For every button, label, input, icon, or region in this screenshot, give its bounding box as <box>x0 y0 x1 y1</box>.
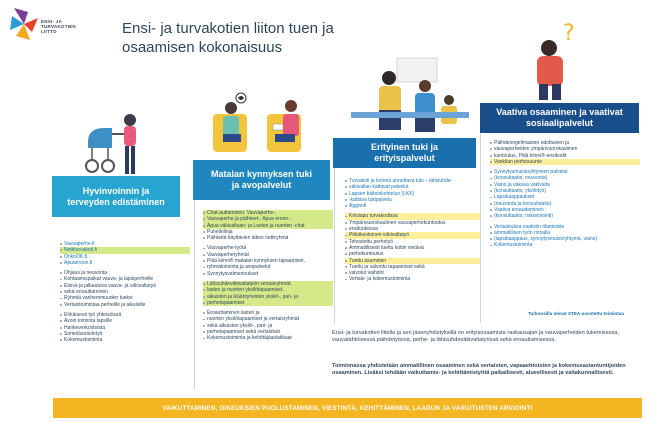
bottom-banner <box>53 398 642 418</box>
list-item: nuorten yksilötapaamiset ja vertaisryhmät <box>203 316 333 322</box>
family-illustration-icon <box>345 52 475 138</box>
list-item: ensikodeissa <box>345 226 480 232</box>
logo-line-2: TURVAKOTIEN <box>41 24 76 30</box>
list-item: (konsultaatio, yksilötyö) <box>490 188 640 194</box>
list-item: Vaino ja vakava väkivalta <box>490 182 640 188</box>
list-item: (lapsikaappaus, synnytysmuistoyhtymä, vaino) <box>490 236 640 242</box>
logo <box>8 4 98 48</box>
list-item: Synnytysvalmennukset <box>203 271 333 277</box>
stroller-illustration-icon <box>78 112 148 178</box>
step-4-header <box>480 103 639 133</box>
list-item: Puhelinlinja <box>203 229 333 235</box>
list-item: Vauvaperhe-työtä <box>203 245 333 251</box>
list-item: lasten ja nuorten yksilötapaamiset, <box>203 287 333 293</box>
list-item: Kohtaamispaikat vauva- ja lapsiperheille <box>60 276 190 282</box>
list-item: Pitkäkestoinen väkivaltatyö <box>345 232 480 238</box>
svg-text:?: ? <box>563 21 575 46</box>
question-person-illustration-icon <box>515 18 585 102</box>
list-item[interactable]: Vauvaperhe.fi <box>60 241 190 247</box>
list-item: Kriisiapu turvakodissa <box>345 213 480 219</box>
list-item: perhekuntoutus <box>345 251 480 257</box>
list-item: Vauvaperhe ja päihteet-, Apua eroon-, <box>203 216 333 222</box>
list-item: kuntoutus, Pidä kiinni®-ensikodit <box>490 153 640 159</box>
list-item: Päihdeongelmaisten odottavien ja <box>490 140 640 146</box>
list-item: Tuettu ja valvottu tapaamiset sekä <box>345 264 480 270</box>
list-item: Vankilan perhesuunto <box>490 159 640 165</box>
list-item: Eroauttaminen lasten ja <box>203 310 333 316</box>
list-item: Vertaistoimintaa perheille ja aikuisille <box>60 302 190 308</box>
list-item: perhetapaamiset sekä vertaistuki <box>203 329 333 335</box>
list-item: Someläsnäolotyö <box>60 331 190 337</box>
list-item: Tehostettu perhetyö <box>345 239 480 245</box>
step-3-label: Erityinen tuki ja erityispalvelut <box>370 142 439 163</box>
logo-line-3: LIITTO <box>41 29 57 35</box>
list-item: Pidä kiinni® matalan kynnyksen tapaamiset, <box>203 258 333 264</box>
step-1-header <box>52 176 180 217</box>
list-item: Ryhmiä vanhemmuuden tueksi <box>60 295 190 301</box>
list-item: Turvakoti ja kotona annettava tuki – lähisuhde- <box>345 178 480 184</box>
list-item: Ympärivuorokautinen vauvaperhekuntoutus <box>345 220 480 226</box>
column-demanding-services <box>490 140 640 249</box>
counseling-illustration-icon <box>205 88 320 156</box>
step-2-header <box>193 160 330 200</box>
list-item: Kokemustoiminta <box>60 337 190 343</box>
list-item: Aggredi <box>345 203 480 209</box>
step-1-label: Hyvinvoinnin ja terveyden edistäminen <box>67 185 165 207</box>
list-item: Kokemustoiminta <box>490 242 640 248</box>
list-item: -kattava tukipalvelu <box>345 197 480 203</box>
list-item: Ammatillisesti tuettu kotiin vietävä <box>345 245 480 251</box>
list-item: (neuvonta ja konsultaatio) <box>490 201 640 207</box>
list-item: (konsultaatio, neuvonta) <box>490 175 640 181</box>
stea-footnote: Turkoosilla olevat STEA-avustettu toimintaa <box>528 311 624 316</box>
column-divider <box>194 200 195 390</box>
list-item: ryhmätoiminta ja avopalvelut <box>203 264 333 270</box>
list-item: Avoin toiminta lapsille <box>60 318 190 324</box>
list-item: sekä eroauttaminen <box>60 289 190 295</box>
step-3-header <box>333 138 476 168</box>
list-item: aikuisten ja ikääntyneiden yksilö-, pari- ja <box>203 294 333 300</box>
logo-line-1: ENSI- JA <box>41 19 63 24</box>
pinwheel-logo-icon <box>8 4 40 44</box>
list-item: ammatillisen työn rinnalla <box>490 230 640 236</box>
intro-paragraph: Ensi- ja turvakotien liitolla ja sen jäsenyhdistyksillä on erityisosaamista raskausajan ja vauvaperheiden tukemisessa, vauvatähtöisessä päihdetyössä, perhe- ja lähisuhdeväkivaltatyössä sekä eroauttamisessa. <box>332 330 619 344</box>
column-low-threshold <box>203 210 333 342</box>
banner-text: VAIKUTTAMINEN, OIKEUKSIEN PUOLUSTAMINEN, VIESTINTÄ, KEHITTÄMINEN, LAADUN JA VAIKUTUSTEN ARVIOINTI <box>162 404 533 412</box>
step-4-label: Vaativa osaaminen ja vaativat sosiaalipalvelut <box>496 107 623 128</box>
list-item: Vertais- ja kokemustoiminta <box>345 276 480 282</box>
list-item: Kokemustoiminta ja kehittäjäasiakkaat <box>203 335 333 341</box>
list-item[interactable]: Apuaeroon.fi <box>60 260 190 266</box>
list-item: valvotut vaihdot <box>345 270 480 276</box>
column-divider <box>334 168 335 323</box>
list-item: Päihteitä käyttävien äitien nettiryhmä <box>203 235 333 241</box>
list-item: Lapsen kaltoinkohtelun (LKK) <box>345 191 480 197</box>
list-item: Ohjaus ja neuvonta <box>60 270 190 276</box>
list-item: Tuettu asuminen <box>345 258 480 264</box>
list-item: Synnytysmuistoyhtymien palvelut <box>490 169 640 175</box>
column-wellbeing <box>60 241 190 343</box>
list-item: Lapsikaappaukset <box>490 194 640 200</box>
step-2-label: Matalan kynnyksen tuki ja avopalvelut <box>210 169 313 190</box>
list-item: Lähisuhdeväkivaltatyön vertaisryhmät, <box>203 281 333 287</box>
list-item: perhetapaamiset <box>203 300 333 306</box>
list-item[interactable]: Nettiturvakoti.fi <box>60 247 190 253</box>
list-item[interactable]: OnkoOK.fi <box>60 254 190 260</box>
list-item: Ehkäisevä työ yhteisöissä <box>60 312 190 318</box>
list-item: Vertaistukea vaativiin tilanteisiin <box>490 224 640 230</box>
list-item: Chat-auttaminen: Vauvaperhe-, <box>203 210 333 216</box>
list-item: Vauvaperheryhmät <box>203 252 333 258</box>
page-title: Ensi- ja turvakotien liiton tuen ja osaamisen kokonaisuus <box>122 20 334 56</box>
list-item: Apua väkivaltaan- ja Lasten ja nuorten -chat <box>203 223 333 229</box>
list-item: (konsultaatio, riskiarviointi) <box>490 213 640 219</box>
list-item: Vaativa eroauttaminen <box>490 207 640 213</box>
summary-paragraph: Toiminnassa yhdistetään ammatillinen osaaminen sekä vertaisten, vapaaehtoisten ja kokemusasiantuntijoiden osaaminen. Lisäksi tehdään vaikuttamis- ja kehittämistyötä paikallisesti, alueellisesti ja valtakunnallisesti. <box>332 363 626 377</box>
list-item: vauvaperheiden ympärivuorokautinen <box>490 146 640 152</box>
list-item: sekä aikuisten yksilö-, pari- ja <box>203 323 333 329</box>
list-item: Etsivä ja jalkautuva vauva- ja väkivaltatyö <box>60 283 190 289</box>
list-item: Hankeverkostoista <box>60 325 190 331</box>
list-item: väkivallan kattavat palvelut <box>345 184 480 190</box>
column-special-support <box>345 178 480 283</box>
column-divider <box>480 133 481 323</box>
